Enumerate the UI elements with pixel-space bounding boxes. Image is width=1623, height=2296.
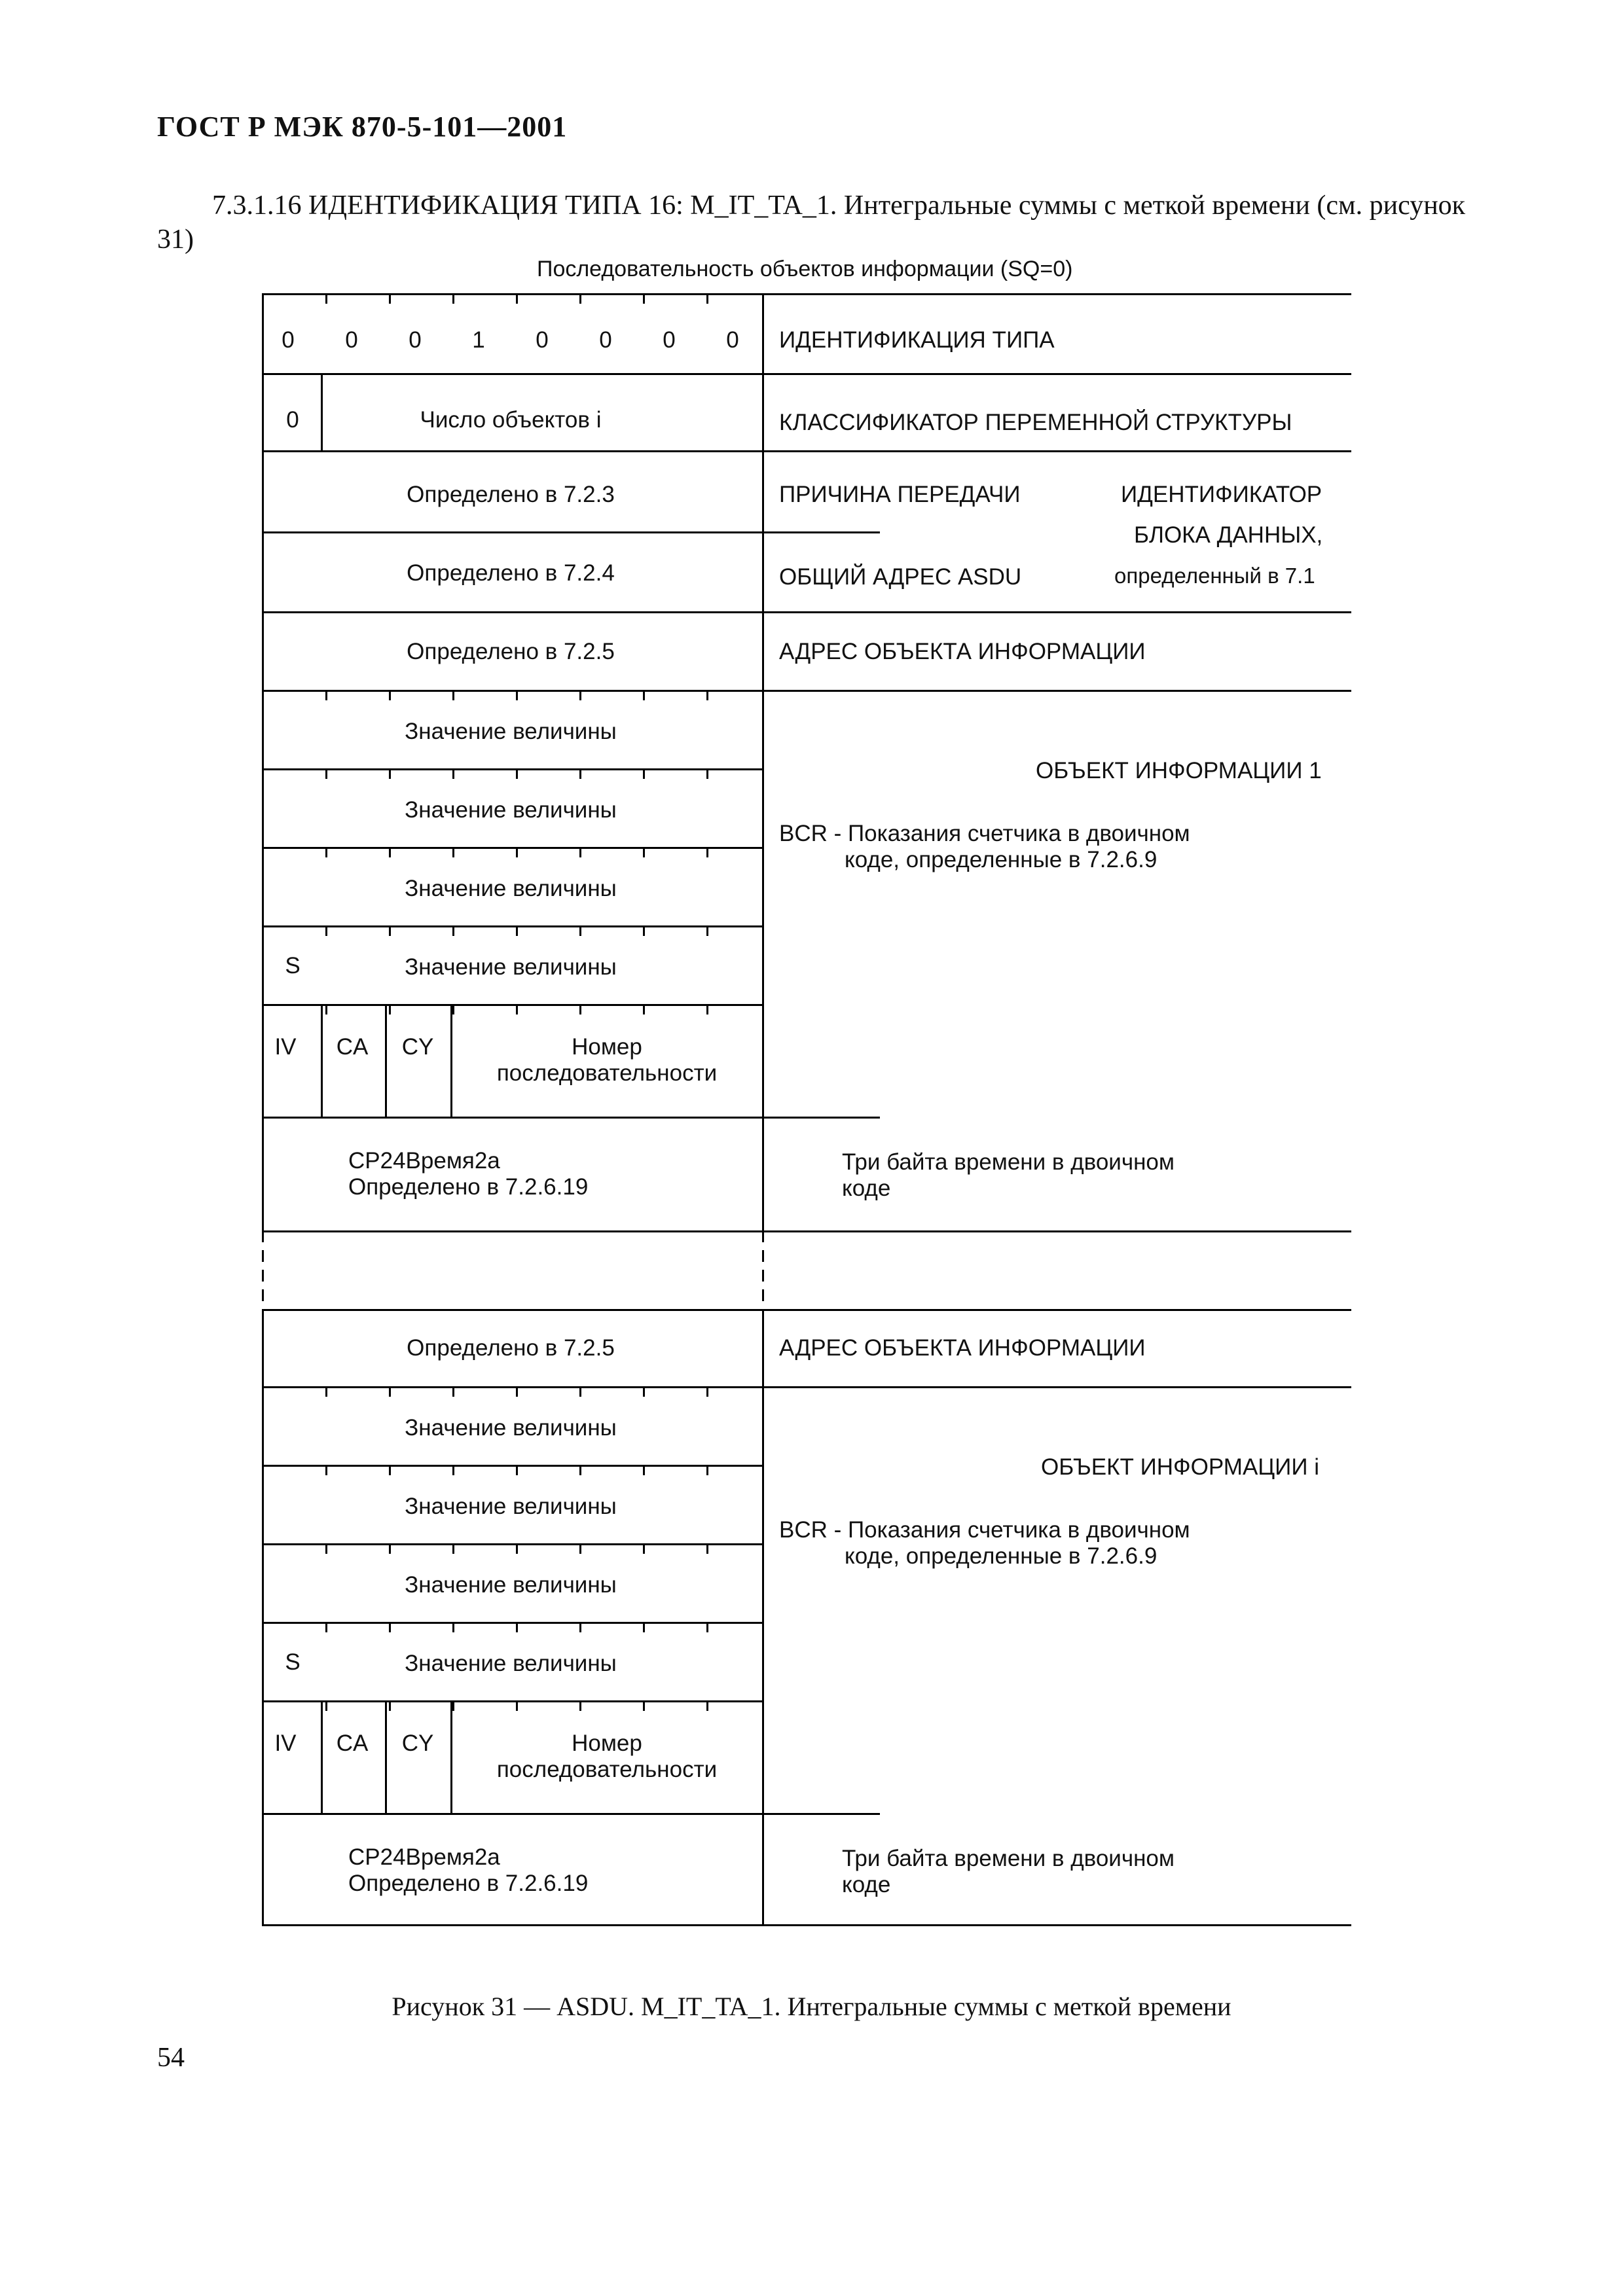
bit-tick <box>706 1465 708 1475</box>
row-divider <box>262 1465 762 1467</box>
bit-tick <box>325 1465 327 1475</box>
duid-label-line3: определенный в 7.1 <box>1114 564 1315 588</box>
time-line1: CP24Время2а <box>348 1844 500 1870</box>
row-divider <box>262 768 762 770</box>
bit-tick <box>706 293 708 304</box>
value-row: Значение величины <box>405 719 617 744</box>
short-divider <box>762 1386 880 1388</box>
bit-tick <box>516 768 518 779</box>
bit-tick <box>643 925 645 936</box>
type-bit: 0 <box>536 327 549 353</box>
short-divider <box>762 1813 880 1815</box>
asdu-address-label: ОБЩИЙ АДРЕС ASDU <box>779 564 1022 590</box>
dashed-left <box>262 1230 264 1309</box>
bit-tick <box>706 925 708 936</box>
cy-flag: CY <box>401 1731 434 1756</box>
bit-tick <box>325 1543 327 1554</box>
bottom-border <box>262 1924 1351 1926</box>
cy-flag: CY <box>401 1034 434 1060</box>
value-row: Значение величины <box>405 1415 617 1441</box>
seq-number-line2: последовательности <box>496 1060 718 1086</box>
bit-tick <box>389 925 391 936</box>
bit-tick <box>325 768 327 779</box>
bit-tick <box>452 1700 454 1711</box>
object-label: ОБЪЕКТ ИНФОРМАЦИИ 1 <box>1036 758 1322 783</box>
bit-tick <box>516 847 518 857</box>
ca-flag: CA <box>336 1034 369 1060</box>
document-header: ГОСТ Р МЭК 870-5-101—2001 <box>157 111 568 143</box>
seq-number-line1: Номер <box>572 1731 642 1756</box>
ioa-value: Определено в 7.2.5 <box>407 639 615 664</box>
bcr-line1: BCR - Показания счетчика в двоичном <box>779 821 1190 846</box>
bit-tick <box>579 925 581 936</box>
bit-tick <box>516 1700 518 1711</box>
bit-tick <box>389 847 391 857</box>
row-divider <box>262 1700 762 1702</box>
top-border <box>262 293 1351 295</box>
bit-tick <box>452 925 454 936</box>
value-row: Значение величины <box>405 797 617 823</box>
vsq-count: Число объектов i <box>420 407 602 433</box>
bit-tick <box>706 768 708 779</box>
bit-tick <box>325 690 327 700</box>
bit-tick <box>325 925 327 936</box>
bit-tick <box>325 1622 327 1632</box>
bit-tick <box>325 847 327 857</box>
flag-divider <box>385 1004 387 1117</box>
type-bit: 0 <box>726 327 739 353</box>
vsq-label: КЛАССИФИКАТОР ПЕРЕМЕННОЙ СТРУКТУРЫ <box>779 410 1292 435</box>
time-desc-line1: Три байта времени в двоичном <box>842 1149 1175 1175</box>
bit-tick <box>706 1004 708 1014</box>
left-border <box>262 1309 264 1924</box>
type-label: ИДЕНТИФИКАЦИЯ ТИПА <box>779 327 1055 353</box>
vsq-bit: 0 <box>286 407 299 433</box>
row-divider <box>262 1543 762 1545</box>
bcr-line2: коде, определенные в 7.2.6.9 <box>845 847 1158 872</box>
bit-tick <box>706 847 708 857</box>
page-number: 54 <box>157 2043 185 2073</box>
ioa-value: Определено в 7.2.5 <box>407 1335 615 1361</box>
row-divider <box>262 1004 762 1006</box>
bcr-line1: BCR - Показания счетчика в двоичном <box>779 1517 1190 1543</box>
object-label: ОБЪЕКТ ИНФОРМАЦИИ i <box>1041 1454 1319 1480</box>
bit-tick <box>579 1386 581 1397</box>
figure-caption: Рисунок 31 — ASDU. M_IT_TA_1. Интегральные суммы с меткой времени <box>392 1992 1231 2021</box>
short-divider <box>762 1117 880 1119</box>
bit-tick <box>516 1004 518 1014</box>
value-row: Значение величины <box>405 954 617 980</box>
row-divider <box>262 1622 762 1624</box>
bit-tick <box>452 690 454 700</box>
time-line2: Определено в 7.2.6.19 <box>348 1174 589 1200</box>
bit-tick <box>452 1465 454 1475</box>
bit-tick <box>325 1004 327 1014</box>
row-divider <box>262 373 1351 375</box>
bit-tick <box>452 1386 454 1397</box>
iv-flag: IV <box>274 1731 297 1756</box>
bit-tick <box>579 1465 581 1475</box>
bit-tick <box>516 1465 518 1475</box>
bit-tick <box>389 1004 391 1014</box>
bit-tick <box>389 293 391 304</box>
value-row: Значение величины <box>405 876 617 901</box>
bcr-line2: коде, определенные в 7.2.6.9 <box>845 1543 1158 1569</box>
bit-tick <box>389 1622 391 1632</box>
bit-tick <box>643 1004 645 1014</box>
ioa-label: АДРЕС ОБЪЕКТА ИНФОРМАЦИИ <box>779 1335 1146 1361</box>
bit-tick <box>643 293 645 304</box>
bit-tick <box>579 1700 581 1711</box>
row-divider <box>262 1813 762 1815</box>
type-bit: 0 <box>282 327 295 353</box>
bit-tick <box>516 1622 518 1632</box>
block-divider <box>262 1309 1351 1311</box>
bit-tick <box>516 1543 518 1554</box>
seq-number-line2: последовательности <box>496 1757 718 1782</box>
flag-divider <box>450 1004 452 1117</box>
bit-tick <box>706 690 708 700</box>
iv-flag: IV <box>274 1034 297 1060</box>
cot-value: Определено в 7.2.3 <box>407 482 615 507</box>
time-desc-line2: коде <box>842 1872 891 1897</box>
left-border <box>262 293 264 1230</box>
bit-tick <box>389 690 391 700</box>
flag-divider <box>321 1004 323 1117</box>
row-divider <box>262 611 1351 613</box>
bit-tick <box>452 768 454 779</box>
bit-tick <box>643 1622 645 1632</box>
bit-tick <box>516 690 518 700</box>
block-divider <box>262 1230 1351 1232</box>
ca-flag: CA <box>336 1731 369 1756</box>
cot-label: ПРИЧИНА ПЕРЕДАЧИ <box>779 482 1021 507</box>
bit-tick <box>389 1386 391 1397</box>
type-bit: 0 <box>409 327 422 353</box>
bit-tick <box>706 1543 708 1554</box>
bit-tick <box>706 1386 708 1397</box>
bit-tick <box>643 1543 645 1554</box>
bit-tick <box>579 768 581 779</box>
type-bit: 1 <box>472 327 485 353</box>
flag-divider <box>321 1700 323 1813</box>
bit-tick <box>389 1700 391 1711</box>
bit-tick <box>516 1386 518 1397</box>
time-desc-line2: коде <box>842 1175 891 1201</box>
bit-tick <box>389 1543 391 1554</box>
bit-tick <box>643 768 645 779</box>
flag-divider <box>450 1700 452 1813</box>
bit-tick <box>325 293 327 304</box>
bit-tick <box>452 1622 454 1632</box>
bit-tick <box>643 847 645 857</box>
bit-tick <box>389 768 391 779</box>
bit-tick <box>706 1622 708 1632</box>
bit-tick <box>579 1543 581 1554</box>
bit-tick <box>579 1622 581 1632</box>
type-bit: 0 <box>345 327 358 353</box>
flag-divider <box>385 1700 387 1813</box>
bit-tick <box>389 1465 391 1475</box>
value-row: Значение величины <box>405 1651 617 1676</box>
bit-tick <box>643 1700 645 1711</box>
bit-tick <box>452 1004 454 1014</box>
row-divider <box>262 925 762 927</box>
time-line1: CP24Время2а <box>348 1148 500 1174</box>
bit-tick <box>643 690 645 700</box>
bit-tick <box>452 847 454 857</box>
bit-tick <box>579 690 581 700</box>
bit-tick <box>643 1386 645 1397</box>
bit-tick <box>452 1543 454 1554</box>
asdu-address-value: Определено в 7.2.4 <box>407 560 615 586</box>
row-divider <box>262 531 762 533</box>
type-bit: 0 <box>599 327 612 353</box>
row-divider <box>262 450 1351 452</box>
short-divider <box>762 690 880 692</box>
duid-label-line2: БЛОКА ДАННЫХ, <box>1134 522 1323 548</box>
type-bit: 0 <box>663 327 676 353</box>
bit-tick <box>643 1465 645 1475</box>
section-paragraph: 7.3.1.16 ИДЕНТИФИКАЦИЯ ТИПА 16: M_IT_TA_1. Интегральные суммы с меткой времени (см. рисунок 31) <box>157 190 1466 255</box>
middle-border <box>762 1309 764 1924</box>
seq-number-line1: Номер <box>572 1034 642 1060</box>
value-row: Значение величины <box>405 1494 617 1519</box>
bit-tick <box>325 1386 327 1397</box>
value-row: Значение величины <box>405 1572 617 1598</box>
bit-tick <box>516 925 518 936</box>
bit-tick <box>516 293 518 304</box>
bit-tick <box>579 1004 581 1014</box>
dashed-middle <box>762 1230 764 1309</box>
sequence-caption: Последовательность объектов информации (SQ=0) <box>537 257 1073 281</box>
bit-tick <box>579 847 581 857</box>
bit-tick <box>325 1700 327 1711</box>
time-line2: Определено в 7.2.6.19 <box>348 1871 589 1896</box>
sign-bit: S <box>285 1649 301 1675</box>
duid-label-line1: ИДЕНТИФИКАТОР <box>1121 482 1322 507</box>
sign-bit: S <box>285 953 301 978</box>
time-desc-line1: Три байта времени в двоичном <box>842 1846 1175 1871</box>
vsq-bit-divider <box>321 373 323 450</box>
middle-border <box>762 293 764 1230</box>
row-divider <box>262 1117 762 1119</box>
bit-tick <box>579 293 581 304</box>
row-divider <box>262 847 762 849</box>
ioa-label: АДРЕС ОБЪЕКТА ИНФОРМАЦИИ <box>779 639 1146 664</box>
bit-tick <box>452 293 454 304</box>
short-divider <box>762 531 880 533</box>
bit-tick <box>706 1700 708 1711</box>
